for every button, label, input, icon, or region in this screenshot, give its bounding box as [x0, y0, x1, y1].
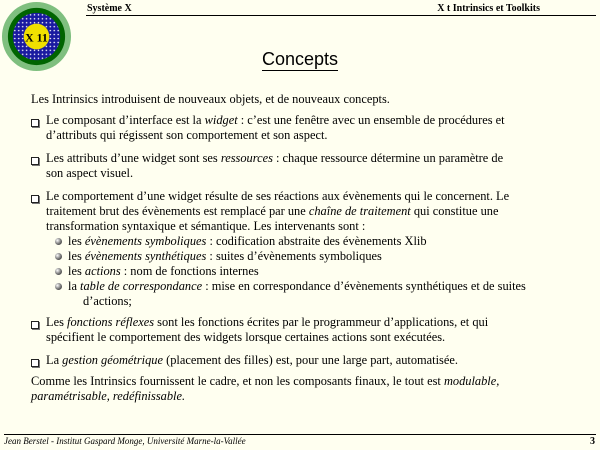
footer-divider: [4, 434, 596, 435]
page-number: 3: [590, 436, 595, 447]
square-bullet-icon: [31, 321, 39, 329]
square-bullet-icon: [31, 157, 39, 165]
ball-bullet-icon: [55, 253, 62, 260]
ball-bullet-icon: [55, 238, 62, 245]
intro-paragraph: Les Intrinsics introduisent de nouveaux objets, et de nouveaux concepts.: [31, 92, 390, 106]
list-item-widget: Le composant d’interface est la widget : c’est une fenêtre avec un ensemble de procédures et d’attributs qui régissent son comportement et son aspect.: [31, 113, 580, 143]
ball-bullet-icon: [55, 283, 62, 290]
square-bullet-icon: [31, 359, 39, 367]
header-right: X t Intrinsics et Toolkits: [437, 3, 540, 14]
page-title: Concepts: [261, 49, 339, 69]
closing-paragraph: Comme les Intrinsics fournissent le cadre, et non les composants finaux, le tout est modulable, paramétrisable, redéfinissable.: [31, 374, 500, 403]
ball-bullet-icon: [55, 268, 62, 275]
list-item-gestion-geometrique: La gestion géométrique (placement des filles) est, pour une large part, automatisée.: [31, 353, 580, 368]
footer-author: Jean Berstel - Institut Gaspard Monge, Université Marne-la-Vallée: [4, 436, 246, 446]
header-divider: [86, 15, 596, 16]
slide-body: [31, 92, 580, 404]
list-item-comportement: Le comportement d’une widget résulte de ses réactions aux évènements qui le concernent. Le traitement brut des évènements est remplacé par une chaîne de traitement qui constitue une transformation syntaxique et sémantique. Les intervenants sont :: [31, 189, 580, 234]
square-bullet-icon: [31, 119, 39, 127]
sub-item-evenements-symboliques: les évènements symboliques : codification abstraite des évènements Xlib: [31, 234, 580, 249]
sub-item-table-correspondance: la table de correspondance : mise en correspondance d’évènements synthétiques et de suites d’actions;: [31, 279, 580, 309]
header-left: Système X: [87, 3, 132, 14]
logo-text: X 11: [25, 30, 48, 45]
sub-item-actions: les actions : nom de fonctions internes: [31, 264, 580, 279]
sub-item-evenements-synthetiques: les évènements synthétiques : suites d’évènements symboliques: [31, 249, 580, 264]
list-item-fonctions-reflexes: Les fonctions réflexes sont les fonctions écrites par le programmeur d’applications, et qui spécifient le comportement des widgets lorsque certaines actions sont exécutées.: [31, 315, 580, 345]
square-bullet-icon: [31, 195, 39, 203]
list-item-ressources: Les attributs d’une widget sont ses ressources : chaque ressource détermine un paramètre de son aspect visuel.: [31, 151, 580, 181]
